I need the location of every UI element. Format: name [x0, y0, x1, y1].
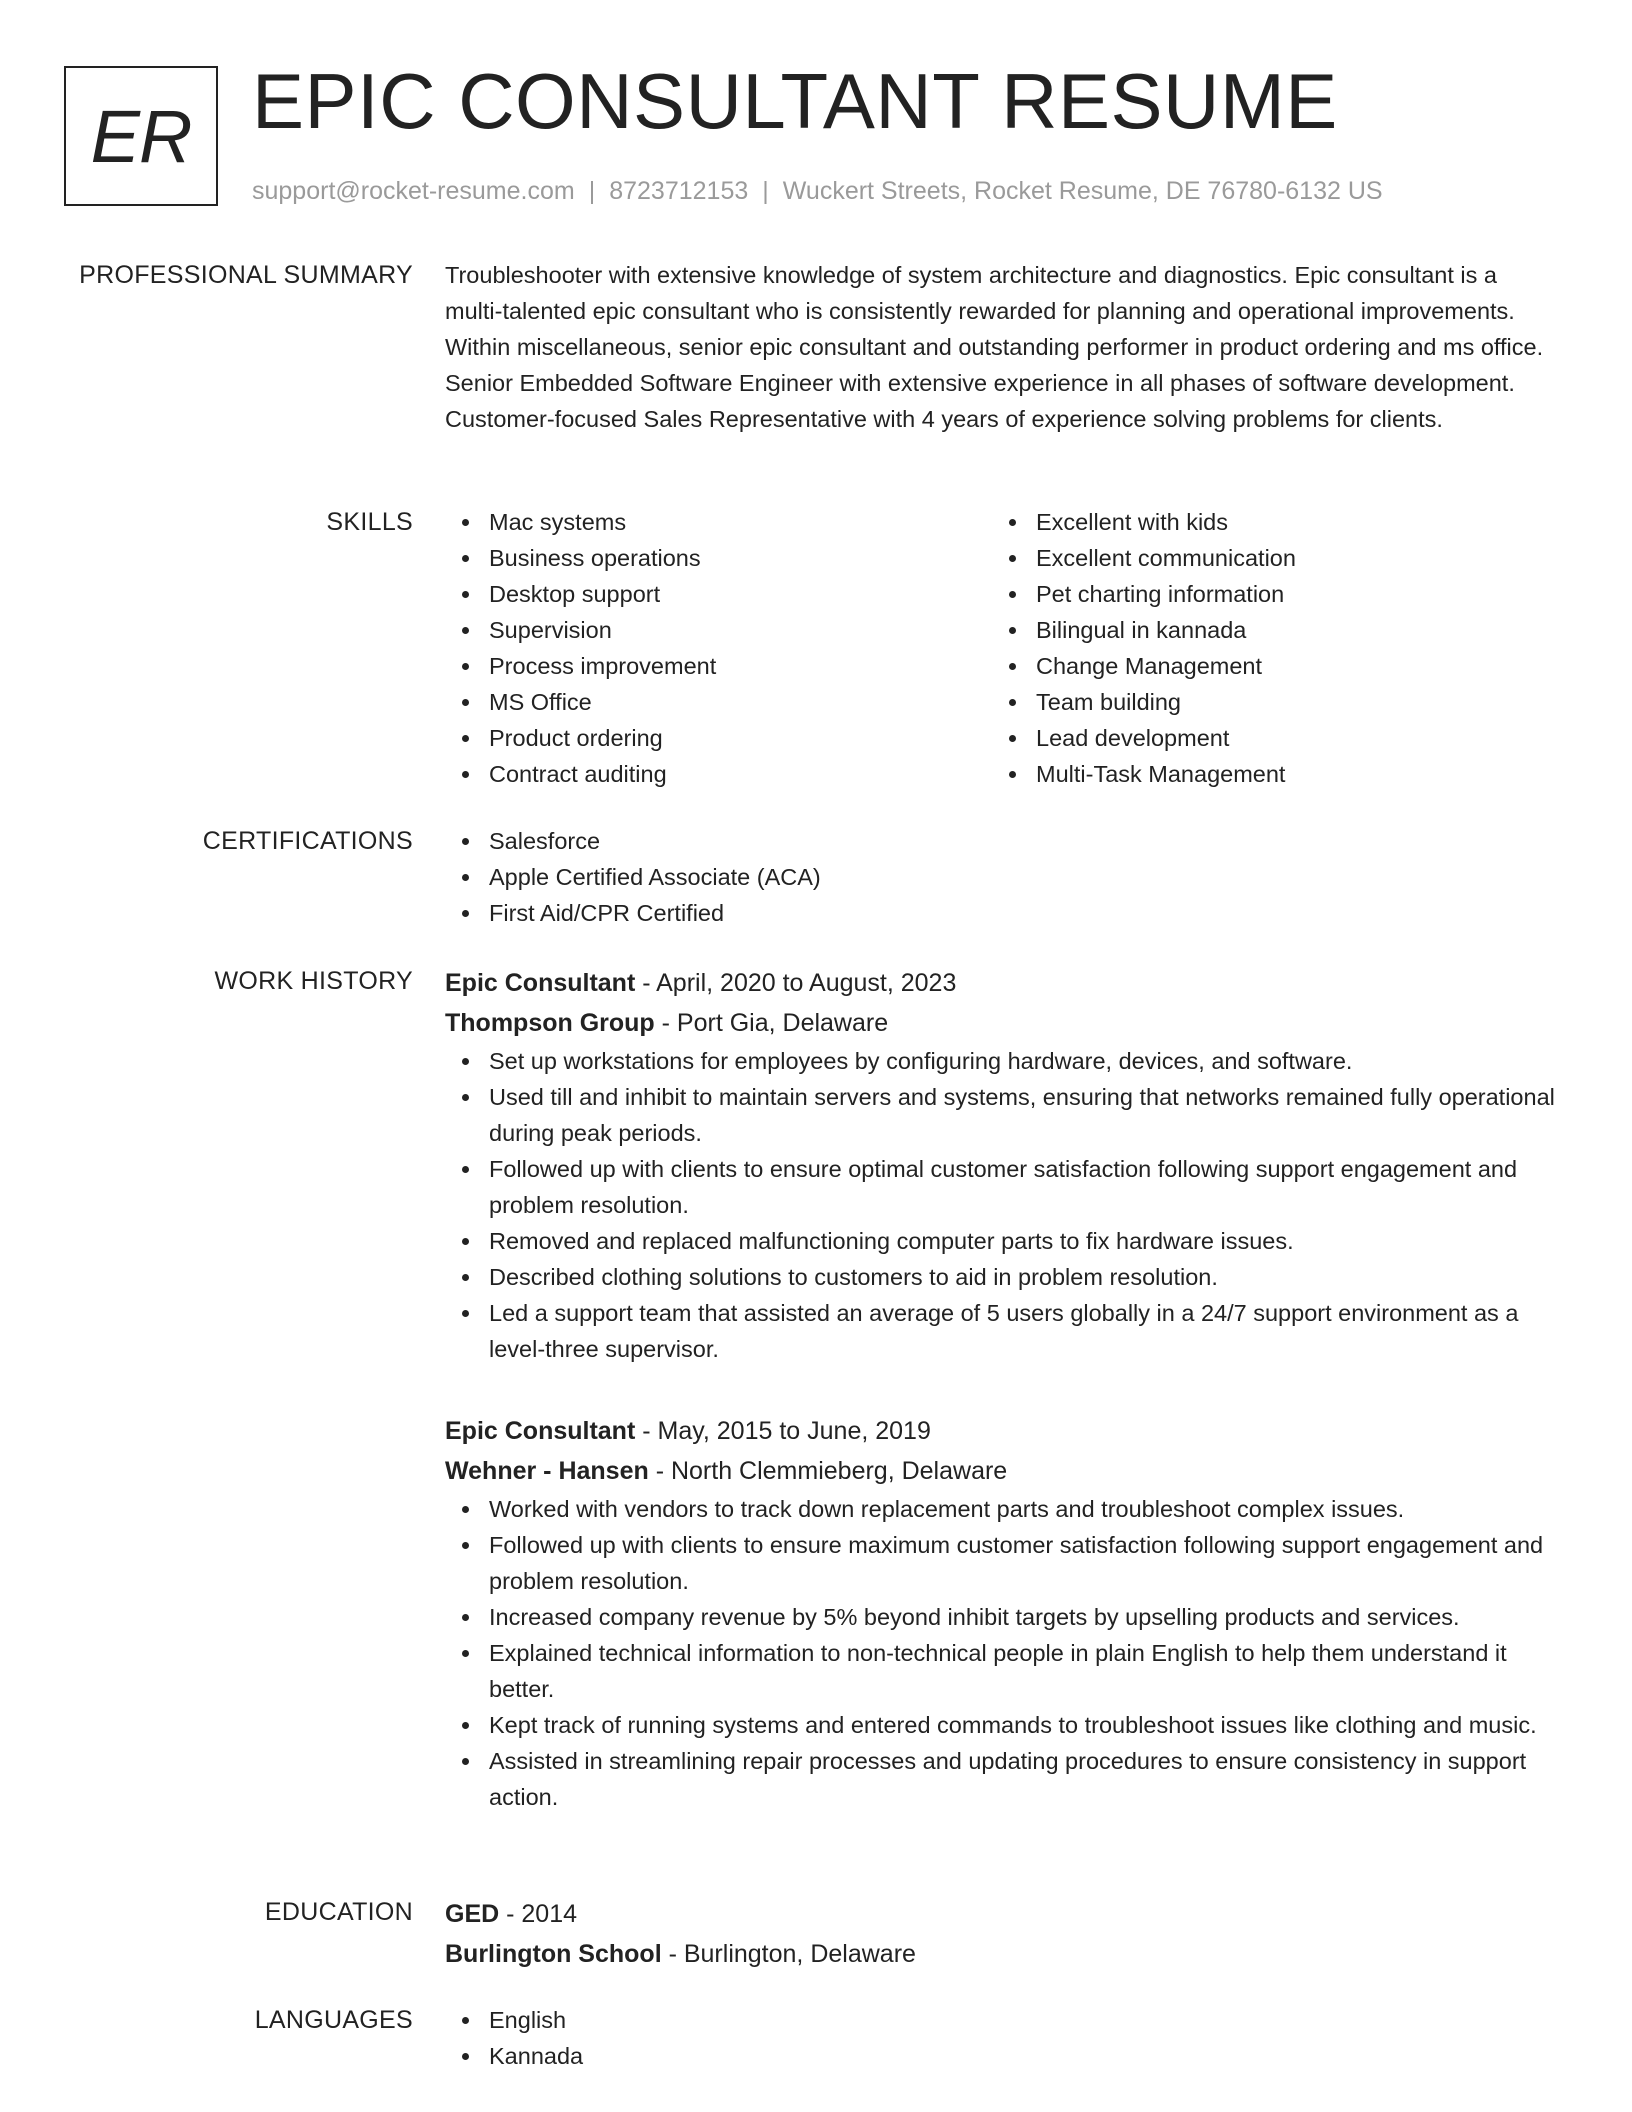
skill-item: Change Management — [992, 648, 1539, 684]
work-history-body — [445, 963, 1560, 1810]
skill-item: Desktop support — [445, 576, 992, 612]
section-label-education: EDUCATION — [264, 1898, 413, 1926]
job-duty-item: Removed and replaced malfunctioning computer parts to fix hardware issues. — [445, 1223, 1560, 1259]
skill-item: Mac systems — [445, 504, 992, 540]
job-duty-item: Used till and inhibit to maintain servers and systems, ensuring that networks remained fully operational during peak periods. — [445, 1079, 1560, 1151]
job-duty-item: Set up workstations for employees by configuring hardware, devices, and software. — [445, 1043, 1560, 1079]
job-dates: - May, 2015 to June, 2019 — [635, 1417, 931, 1445]
skill-item: Bilingual in kannada — [992, 612, 1539, 648]
skills-columns — [445, 504, 1560, 792]
skill-item: Process improvement — [445, 648, 992, 684]
education-degree-line — [445, 1894, 1560, 1934]
contact-email[interactable]: support@rocket-resume.com — [252, 177, 575, 205]
skill-item: MS Office — [445, 684, 992, 720]
job-location: - North Clemmieberg, Delaware — [648, 1457, 1008, 1485]
section-label-work-history: WORK HISTORY — [214, 967, 413, 995]
job-duty-item: Explained technical information to non-technical people in plain English to help them understand it better. — [445, 1635, 1560, 1707]
certification-item: Salesforce — [445, 823, 1560, 859]
job-title-line — [445, 1411, 1560, 1451]
education-year: - 2014 — [499, 1900, 578, 1928]
contact-line — [252, 174, 1383, 208]
education-school-line — [445, 1934, 1560, 1974]
job-duty-item: Assisted in streamlining repair processes and updating procedures to ensure consistency in support action. — [445, 1743, 1560, 1815]
job-entry — [445, 963, 1560, 1367]
languages-body — [445, 2002, 1560, 2074]
contact-separator: | — [762, 177, 769, 205]
skill-item: Business operations — [445, 540, 992, 576]
section-label-languages: LANGUAGES — [254, 2006, 413, 2034]
job-duty-item: Kept track of running systems and entered commands to troubleshoot issues like clothing and music. — [445, 1707, 1560, 1743]
contact-address: Wuckert Streets, Rocket Resume, DE 76780-6132 US — [782, 177, 1383, 205]
skills-list-left — [445, 504, 992, 792]
section-label-skills: SKILLS — [326, 508, 413, 536]
job-entry — [445, 1411, 1560, 1815]
skill-item: Supervision — [445, 612, 992, 648]
languages-list — [445, 2002, 1560, 2074]
job-duty-item: Led a support team that assisted an average of 5 users globally in a 24/7 support environment as a level-three supervisor. — [445, 1295, 1560, 1367]
contact-phone[interactable]: 8723712153 — [609, 177, 749, 205]
language-item: English — [445, 2002, 1560, 2038]
skill-item: Product ordering — [445, 720, 992, 756]
certification-item: Apple Certified Associate (ACA) — [445, 859, 1560, 895]
job-company: Thompson Group — [445, 1009, 655, 1037]
skill-item: Lead development — [992, 720, 1539, 756]
contact-separator: | — [588, 177, 596, 205]
job-company-line — [445, 1003, 1560, 1043]
certifications-list — [445, 823, 1560, 931]
job-duties-list — [445, 1043, 1560, 1367]
section-label-summary: PROFESSIONAL SUMMARY — [79, 261, 413, 289]
skill-item: Team building — [992, 684, 1539, 720]
job-location: - Port Gia, Delaware — [654, 1009, 889, 1037]
job-dates: - April, 2020 to August, 2023 — [635, 969, 957, 997]
job-title-line — [445, 963, 1560, 1003]
skill-item: Multi-Task Management — [992, 756, 1539, 792]
skill-item: Contract auditing — [445, 756, 992, 792]
job-duties-list — [445, 1491, 1560, 1815]
job-company: Wehner - Hansen — [445, 1457, 649, 1485]
job-title: Epic Consultant — [445, 969, 636, 997]
section-label-certifications: CERTIFICATIONS — [202, 827, 413, 855]
skills-list-right — [992, 504, 1539, 792]
monogram-logo: ER — [64, 66, 218, 206]
job-title: Epic Consultant — [445, 1417, 636, 1445]
skill-item: Excellent communication — [992, 540, 1539, 576]
certifications-body — [445, 823, 1560, 931]
job-duty-item: Followed up with clients to ensure optimal customer satisfaction following support engagement and problem resolution. — [445, 1151, 1560, 1223]
language-item: Kannada — [445, 2038, 1560, 2074]
job-duty-item: Increased company revenue by 5% beyond inhibit targets by upselling products and services. — [445, 1599, 1560, 1635]
job-duty-item: Described clothing solutions to customers to aid in problem resolution. — [445, 1259, 1560, 1295]
education-body — [445, 1894, 1560, 1974]
summary-text: Troubleshooter with extensive knowledge of system architecture and diagnostics. Epic consultant is a multi-talented epic consultant who is consistently rewarded for planning and operational improvements. Within miscellaneous, senior epic consultant and outstanding performer in product ordering and ms office. Senior Embedded Software Engineer with extensive experience in all phases of software development. Customer-focused Sales Representative with 4 years of experience solving problems for clients. — [445, 262, 1544, 432]
education-location: - Burlington, Delaware — [661, 1940, 916, 1968]
skill-item: Excellent with kids — [992, 504, 1539, 540]
education-degree: GED — [445, 1900, 500, 1928]
job-duty-item: Followed up with clients to ensure maximum customer satisfaction following support engagement and problem resolution. — [445, 1527, 1560, 1599]
job-company-line — [445, 1451, 1560, 1491]
certification-item: First Aid/CPR Certified — [445, 895, 1560, 931]
education-school: Burlington School — [445, 1940, 662, 1968]
skill-item: Pet charting information — [992, 576, 1539, 612]
job-duty-item: Worked with vendors to track down replacement parts and troubleshoot complex issues. — [445, 1491, 1560, 1527]
resume-title: EPIC CONSULTANT RESUME — [252, 57, 1338, 145]
